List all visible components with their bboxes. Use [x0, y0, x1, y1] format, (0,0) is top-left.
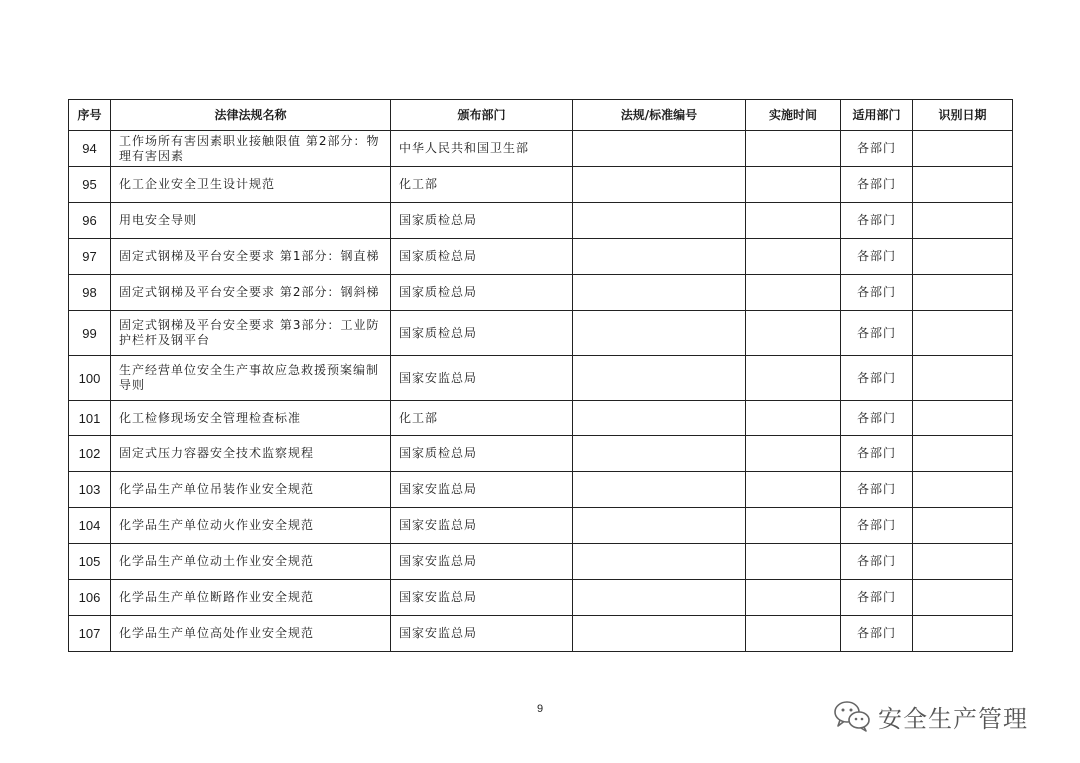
- row-no: 106: [69, 580, 111, 616]
- row-name: 固定式钢梯及平台安全要求 第1部分：钢直梯: [111, 239, 391, 275]
- row-dept: 国家质检总局: [391, 203, 573, 239]
- row-date: [746, 356, 841, 401]
- row-no: 98: [69, 275, 111, 311]
- row-date: [746, 544, 841, 580]
- row-date: [746, 239, 841, 275]
- row-dept: 化工部: [391, 167, 573, 203]
- row-name: 固定式钢梯及平台安全要求 第3部分：工业防护栏杆及钢平台: [111, 311, 391, 356]
- row-dept: 化工部: [391, 401, 573, 436]
- row-dept: 国家安监总局: [391, 580, 573, 616]
- row-idate: [913, 356, 1013, 401]
- row-scope: 各部门: [841, 436, 913, 472]
- col-header-dept: 颁布部门: [391, 100, 573, 131]
- row-idate: [913, 131, 1013, 167]
- table-row: [69, 356, 1013, 401]
- row-code: [573, 436, 746, 472]
- row-no: 107: [69, 616, 111, 652]
- row-dept: 中华人民共和国卫生部: [391, 131, 573, 167]
- row-idate: [913, 203, 1013, 239]
- row-scope: 各部门: [841, 167, 913, 203]
- row-no: 99: [69, 311, 111, 356]
- row-name: 化学品生产单位高处作业安全规范: [111, 616, 391, 652]
- row-dept: 国家安监总局: [391, 356, 573, 401]
- row-scope: 各部门: [841, 544, 913, 580]
- row-no: 95: [69, 167, 111, 203]
- row-no: 94: [69, 131, 111, 167]
- table-row: [69, 167, 1013, 203]
- row-code: [573, 472, 746, 508]
- page-number: 9: [536, 703, 544, 715]
- row-scope: 各部门: [841, 508, 913, 544]
- row-no: 105: [69, 544, 111, 580]
- row-idate: [913, 580, 1013, 616]
- row-idate: [913, 401, 1013, 436]
- table-row: [69, 311, 1013, 356]
- row-dept: 国家安监总局: [391, 616, 573, 652]
- watermark-text: 安全生产管理: [878, 704, 1028, 733]
- row-dept: 国家安监总局: [391, 544, 573, 580]
- table-row: [69, 436, 1013, 472]
- row-date: [746, 311, 841, 356]
- row-code: [573, 544, 746, 580]
- col-header-date: 实施时间: [746, 100, 841, 131]
- row-code: [573, 508, 746, 544]
- header-row: [69, 100, 1013, 131]
- table-row: [69, 239, 1013, 275]
- row-dept: 国家安监总局: [391, 508, 573, 544]
- table-row: [69, 401, 1013, 436]
- row-name: 化学品生产单位断路作业安全规范: [111, 580, 391, 616]
- row-code: [573, 356, 746, 401]
- row-code: [573, 131, 746, 167]
- row-code: [573, 239, 746, 275]
- row-scope: 各部门: [841, 203, 913, 239]
- row-dept: 国家质检总局: [391, 436, 573, 472]
- watermark: [832, 698, 1028, 734]
- row-name: 化学品生产单位动土作业安全规范: [111, 544, 391, 580]
- row-no: 102: [69, 436, 111, 472]
- table-row: [69, 472, 1013, 508]
- row-idate: [913, 311, 1013, 356]
- row-scope: 各部门: [841, 616, 913, 652]
- table-row: [69, 131, 1013, 167]
- row-date: [746, 131, 841, 167]
- row-dept: 国家安监总局: [391, 472, 573, 508]
- row-idate: [913, 436, 1013, 472]
- row-name: 化学品生产单位动火作业安全规范: [111, 508, 391, 544]
- row-code: [573, 401, 746, 436]
- row-code: [573, 616, 746, 652]
- table-row: [69, 203, 1013, 239]
- row-date: [746, 472, 841, 508]
- row-dept: 国家质检总局: [391, 275, 573, 311]
- row-name: 生产经营单位安全生产事故应急救援预案编制导则: [111, 356, 391, 401]
- row-name: 化工检修现场安全管理检查标准: [111, 401, 391, 436]
- row-date: [746, 616, 841, 652]
- row-scope: 各部门: [841, 356, 913, 401]
- row-dept: 国家质检总局: [391, 239, 573, 275]
- row-scope: 各部门: [841, 472, 913, 508]
- col-header-scope: 适用部门: [841, 100, 913, 131]
- row-idate: [913, 616, 1013, 652]
- row-no: 97: [69, 239, 111, 275]
- row-scope: 各部门: [841, 580, 913, 616]
- row-no: 96: [69, 203, 111, 239]
- row-no: 101: [69, 401, 111, 436]
- row-date: [746, 167, 841, 203]
- row-code: [573, 580, 746, 616]
- col-header-idate: 识别日期: [913, 100, 1013, 131]
- wechat-icon: [832, 699, 872, 733]
- row-date: [746, 436, 841, 472]
- row-dept: 国家质检总局: [391, 311, 573, 356]
- row-no: 103: [69, 472, 111, 508]
- row-scope: 各部门: [841, 275, 913, 311]
- row-date: [746, 203, 841, 239]
- row-name: 用电安全导则: [111, 203, 391, 239]
- row-name: 固定式钢梯及平台安全要求 第2部分：钢斜梯: [111, 275, 391, 311]
- row-idate: [913, 275, 1013, 311]
- row-date: [746, 275, 841, 311]
- table-row: [69, 580, 1013, 616]
- row-idate: [913, 472, 1013, 508]
- row-idate: [913, 239, 1013, 275]
- row-scope: 各部门: [841, 239, 913, 275]
- table-row: [69, 275, 1013, 311]
- row-code: [573, 275, 746, 311]
- row-date: [746, 401, 841, 436]
- row-scope: 各部门: [841, 311, 913, 356]
- regulations-table: [68, 99, 1013, 652]
- row-idate: [913, 508, 1013, 544]
- col-header-name: 法律法规名称: [111, 100, 391, 131]
- row-date: [746, 580, 841, 616]
- row-name: 固定式压力容器安全技术监察规程: [111, 436, 391, 472]
- row-scope: 各部门: [841, 131, 913, 167]
- table-row: [69, 544, 1013, 580]
- table-row: [69, 508, 1013, 544]
- row-scope: 各部门: [841, 401, 913, 436]
- row-code: [573, 167, 746, 203]
- row-code: [573, 203, 746, 239]
- row-name: 化工企业安全卫生设计规范: [111, 167, 391, 203]
- row-code: [573, 311, 746, 356]
- row-idate: [913, 167, 1013, 203]
- row-date: [746, 508, 841, 544]
- col-header-no: 序号: [69, 100, 111, 131]
- row-name: 化学品生产单位吊装作业安全规范: [111, 472, 391, 508]
- table-row: [69, 616, 1013, 652]
- row-name: 工作场所有害因素职业接触限值 第2部分：物理有害因素: [111, 131, 391, 167]
- row-no: 100: [69, 356, 111, 401]
- row-idate: [913, 544, 1013, 580]
- row-no: 104: [69, 508, 111, 544]
- col-header-code: 法规/标准编号: [573, 100, 746, 131]
